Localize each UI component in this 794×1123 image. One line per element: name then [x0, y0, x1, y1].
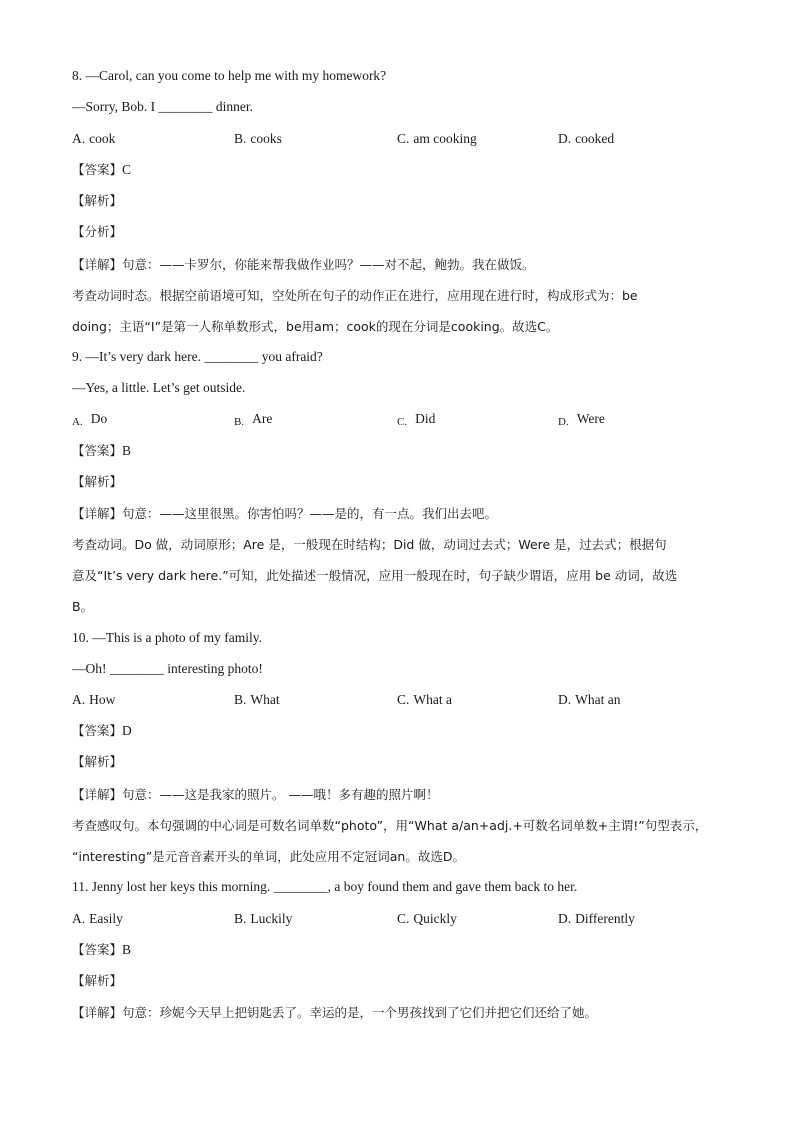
q11-answer: 【答案】B	[72, 942, 132, 957]
q11-option-c: C. Quickly	[397, 911, 457, 926]
q8-explain-2: doing；主语“I”是第一人称单数形式，be用am；cook的现在分词是cooking。故选C。	[72, 319, 559, 334]
q9-option-d: D. Were	[558, 411, 605, 428]
q10-option-d: D. What an	[558, 692, 621, 707]
q8-answer: 【答案】C	[72, 162, 132, 177]
q8-option-a: A. cook	[72, 131, 116, 146]
q11-option-b: B. Luckily	[234, 911, 293, 926]
q8-option-b: B. cooks	[234, 131, 282, 146]
q11-jiexi-heading: 【解析】	[72, 973, 123, 988]
q9-option-a: A. Do	[72, 411, 108, 428]
q10-reply: —Oh! ________ interesting photo!	[72, 661, 263, 676]
q9-answer: 【答案】B	[72, 443, 132, 458]
q10-explain-2: “interesting”是元音音素开头的单词，此处应用不定冠词an。故选D。	[72, 849, 465, 864]
q10-option-b: B. What	[234, 692, 280, 707]
q11-option-d: D. Differently	[558, 911, 635, 926]
q8-option-d: D. cooked	[558, 131, 615, 146]
q9-option-b: B. Are	[234, 411, 273, 428]
q9-reply: —Yes, a little. Let’s get outside.	[72, 380, 246, 395]
q8-stem: 8. —Carol, can you come to help me with my homework?	[72, 68, 387, 83]
q9-explain-1: 考查动词。Do 做，动词原形；Are 是，一般现在时结构；Did 做，动词过去式；Were 是，过去式；根据句	[72, 537, 667, 552]
q9-detail: 【详解】句意：——这里很黑。你害怕吗？——是的，有一点。我们出去吧。	[72, 506, 498, 521]
q9-stem: 9. —It’s very dark here. ________ you afraid?	[72, 349, 323, 364]
q11-detail: 【详解】句意：珍妮今天早上把钥匙丢了。幸运的是，一个男孩找到了它们并把它们还给了她。	[72, 1005, 598, 1020]
q8-explain-1: 考查动词时态。根据空前语境可知，空处所在句子的动作正在进行，应用现在进行时，构成形式为：be	[72, 288, 638, 303]
q10-option-a: A. How	[72, 692, 116, 707]
q10-stem: 10. —This is a photo of my family.	[72, 630, 262, 645]
q10-explain-1: 考查感叹句。本句强调的中心词是可数名词单数“photo”，用“What a/an+adj.+可数名词单数+主谓!”句型表示，	[72, 818, 708, 833]
q8-option-c: C. am cooking	[397, 131, 477, 146]
q8-detail: 【详解】句意：——卡罗尔，你能来帮我做作业吗？——对不起，鲍勃。我在做饭。	[72, 257, 535, 272]
q9-explain-2: 意及“It’s very dark here.”可知，此处描述一般情况，应用一般现在时，句子缺少谓语，应用 be 动词，故选	[72, 568, 678, 583]
q10-detail: 【详解】句意：——这是我家的照片。 ——哦！多有趣的照片啊！	[72, 787, 439, 802]
q11-option-a: A. Easily	[72, 911, 123, 926]
q10-answer: 【答案】D	[72, 723, 132, 738]
q8-reply: —Sorry, Bob. I ________ dinner.	[72, 99, 253, 114]
q11-stem: 11. Jenny lost her keys this morning. ________, a boy found them and gave them back to her.	[72, 879, 578, 894]
q8-jiexi-heading: 【解析】	[72, 193, 123, 208]
q8-fenxi-heading: 【分析】	[72, 224, 123, 239]
q9-option-c: C. Did	[397, 411, 436, 428]
q9-explain-3: B。	[72, 599, 94, 614]
q9-jiexi-heading: 【解析】	[72, 474, 123, 489]
q10-option-c: C. What a	[397, 692, 452, 707]
q10-jiexi-heading: 【解析】	[72, 754, 123, 769]
